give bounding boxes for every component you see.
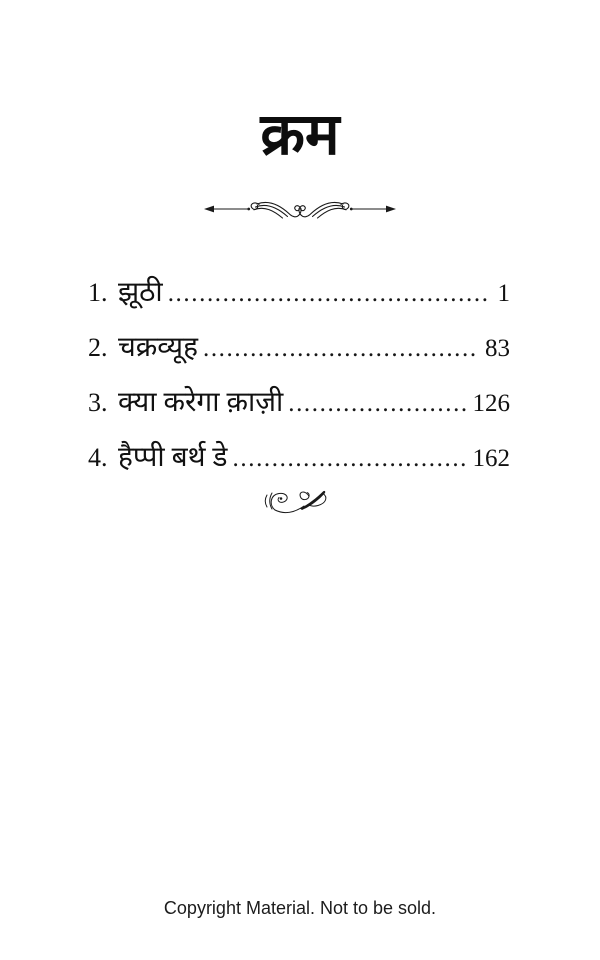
- toc-entry-number: 1.: [88, 278, 108, 307]
- toc-entry-page[interactable]: 83: [485, 335, 510, 362]
- dot-leader: [233, 445, 466, 473]
- toc-entry-page[interactable]: 126: [472, 390, 510, 417]
- toc-entry[interactable]: [88, 313, 510, 368]
- toc-entry-page[interactable]: 162: [472, 445, 510, 472]
- table-of-contents: [88, 258, 510, 478]
- dot-leader: [203, 335, 478, 363]
- toc-entry-title[interactable]: झूठी: [118, 277, 163, 308]
- ornamental-divider: [0, 196, 600, 226]
- divider-flourish-icon: [203, 196, 397, 226]
- toc-entry-number: 4.: [88, 443, 108, 472]
- toc-entry[interactable]: [88, 423, 510, 478]
- toc-entry-number: 3.: [88, 388, 108, 417]
- dot-leader: [168, 280, 491, 308]
- toc-entry[interactable]: [88, 258, 510, 313]
- toc-entry-number: 2.: [88, 333, 108, 362]
- toc-entry-title[interactable]: हैप्पी बर्थ डे: [118, 442, 228, 473]
- toc-entry-page[interactable]: 1: [497, 280, 510, 307]
- toc-entry-title[interactable]: चक्रव्यूह: [118, 332, 198, 363]
- page-title: क्रम: [260, 102, 340, 167]
- calligraphic-swirl-icon: [262, 486, 338, 516]
- toc-entry[interactable]: [88, 368, 510, 423]
- copyright-notice: Copyright Material. Not to be sold.: [163, 898, 437, 918]
- toc-entry-title[interactable]: क्या करेगा क़ाज़ी: [118, 387, 284, 418]
- end-flourish: [0, 486, 600, 516]
- dot-leader: [288, 390, 465, 418]
